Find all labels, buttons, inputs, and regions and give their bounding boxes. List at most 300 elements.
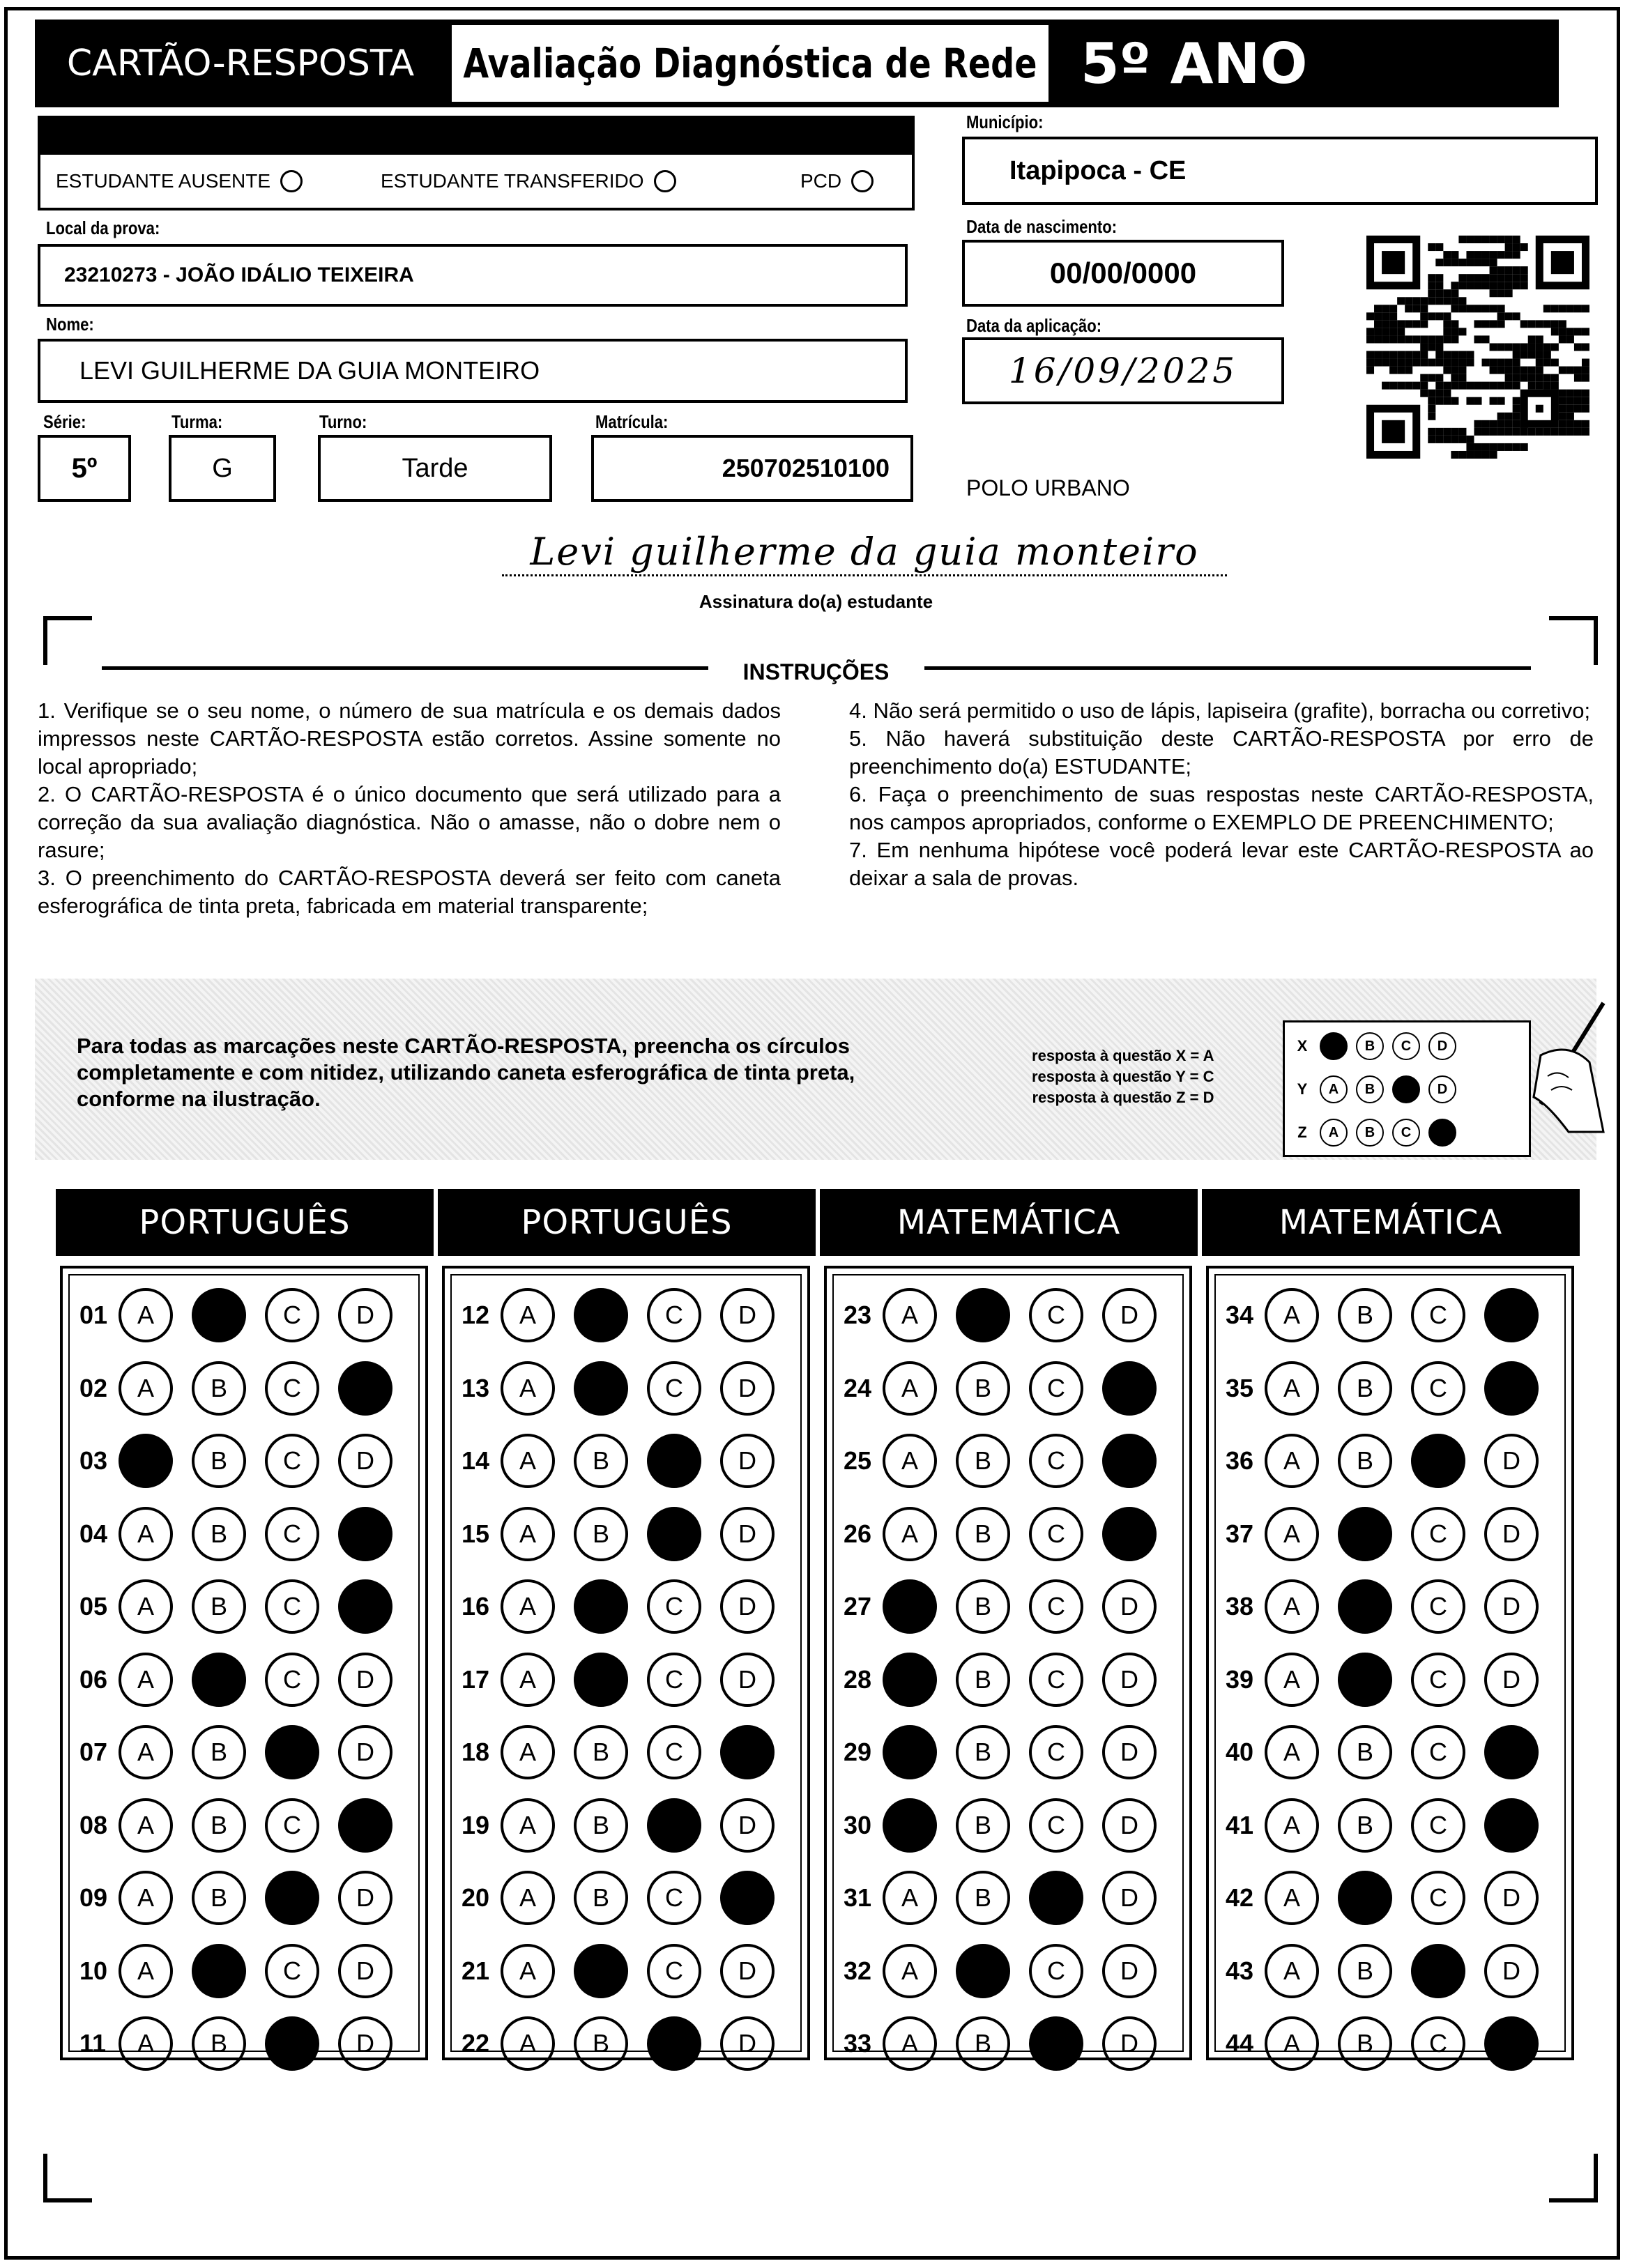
question-number: 09 bbox=[79, 1883, 108, 1912]
question-row bbox=[79, 2012, 411, 2075]
example-keys bbox=[1032, 1045, 1214, 1108]
question-row bbox=[1226, 1430, 1557, 1492]
question-row bbox=[844, 1284, 1175, 1347]
question-row bbox=[1226, 1575, 1557, 1638]
answer-bubble[interactable]: C bbox=[647, 1288, 701, 1342]
answer-bubble[interactable]: D bbox=[1484, 1434, 1539, 1488]
answer-bubble[interactable]: C bbox=[647, 1653, 701, 1707]
answer-bubble-filled[interactable] bbox=[338, 1361, 392, 1416]
aplicacao-field bbox=[962, 337, 1284, 404]
answer-grid bbox=[832, 1274, 1184, 2058]
turma-value: G bbox=[212, 453, 233, 483]
answer-bubble[interactable]: C bbox=[265, 1507, 319, 1561]
answer-bubble[interactable]: B bbox=[574, 1798, 628, 1853]
example-row-label: X bbox=[1297, 1037, 1308, 1055]
answer-bubble[interactable]: D bbox=[720, 1507, 775, 1561]
answer-bubble[interactable]: D bbox=[720, 1653, 775, 1707]
answer-bubble[interactable]: B bbox=[192, 1361, 246, 1416]
answer-bubble[interactable]: A bbox=[883, 1507, 937, 1561]
answer-bubble[interactable]: A bbox=[1265, 1871, 1319, 1925]
answer-bubble[interactable]: C bbox=[1029, 1653, 1083, 1707]
answer-bubble[interactable]: A bbox=[883, 1361, 937, 1416]
answer-bubble[interactable]: C bbox=[1411, 1798, 1465, 1853]
question-number: 32 bbox=[844, 1956, 872, 1985]
question-number: 26 bbox=[844, 1519, 872, 1548]
question-number: 01 bbox=[79, 1301, 108, 1329]
question-row bbox=[462, 1721, 793, 1784]
question-row bbox=[844, 1940, 1175, 2002]
absent-circle[interactable] bbox=[280, 170, 303, 192]
answer-bubble-filled[interactable] bbox=[574, 1944, 628, 1998]
question-number: 03 bbox=[79, 1446, 108, 1475]
question-row bbox=[462, 1357, 793, 1420]
nascimento-field bbox=[962, 240, 1284, 307]
answer-bubble[interactable]: A bbox=[883, 1944, 937, 1998]
answer-bubble[interactable]: D bbox=[720, 1579, 775, 1634]
matricula-value: 250702510100 bbox=[722, 454, 890, 482]
question-row bbox=[79, 1794, 411, 1857]
answer-bubble[interactable]: C bbox=[1029, 1507, 1083, 1561]
absent-label: ESTUDANTE AUSENTE bbox=[56, 170, 271, 192]
turma-label: Turma: bbox=[171, 411, 223, 432]
answer-bubble-filled[interactable] bbox=[1338, 1507, 1392, 1561]
serie-field bbox=[38, 435, 131, 502]
answer-bubble[interactable]: D bbox=[338, 1288, 392, 1342]
instruction-item: 4. Não será permitido o uso de lápis, lapiseira (grafite), borracha ou corretivo; bbox=[849, 698, 1591, 723]
answer-bubble[interactable]: B bbox=[192, 1798, 246, 1853]
pcd-option[interactable] bbox=[800, 170, 874, 192]
answer-bubble[interactable]: A bbox=[119, 1798, 173, 1853]
signature-caption: Assinatura do(a) estudante bbox=[699, 591, 933, 612]
answer-bubble[interactable]: C bbox=[1029, 1798, 1083, 1853]
answer-bubble[interactable]: D bbox=[1484, 1507, 1539, 1561]
answer-bubble-filled[interactable] bbox=[956, 1944, 1010, 1998]
name-field bbox=[38, 339, 908, 403]
answer-bubble-filled[interactable] bbox=[192, 1288, 246, 1342]
answer-bubble[interactable]: B bbox=[574, 1434, 628, 1488]
question-number: 40 bbox=[1226, 1738, 1254, 1766]
question-number: 42 bbox=[1226, 1883, 1254, 1912]
answer-bubble[interactable]: A bbox=[119, 1579, 173, 1634]
answer-bubble-filled[interactable] bbox=[1102, 1361, 1157, 1416]
answer-bubble[interactable]: A bbox=[119, 1653, 173, 1707]
question-row bbox=[844, 1721, 1175, 1784]
turno-label: Turno: bbox=[319, 411, 367, 432]
sheet-title: CARTÃO-RESPOSTA bbox=[66, 43, 415, 84]
answer-bubble[interactable]: C bbox=[1411, 1507, 1465, 1561]
instruction-item: 3. O preenchimento do CARTÃO-RESPOSTA deverá ser feito com caneta esferográfica de tinta preta, fabricada em material transparente; bbox=[38, 866, 781, 918]
section-title: MATEMÁTICA bbox=[820, 1189, 1198, 1256]
answer-bubble[interactable]: B bbox=[192, 2016, 246, 2071]
answer-bubble[interactable]: D bbox=[1102, 1579, 1157, 1634]
answer-bubble[interactable]: B bbox=[574, 1507, 628, 1561]
absent-option[interactable] bbox=[56, 170, 303, 192]
answer-bubble[interactable]: A bbox=[1265, 1288, 1319, 1342]
question-number: 06 bbox=[79, 1664, 108, 1694]
answer-bubble[interactable]: D bbox=[338, 1944, 392, 1998]
answer-bubble-filled[interactable] bbox=[1029, 1871, 1083, 1925]
answer-bubble[interactable]: D bbox=[1102, 1725, 1157, 1779]
question-number: 04 bbox=[79, 1519, 108, 1548]
question-row bbox=[1226, 1648, 1557, 1711]
answer-bubble[interactable]: A bbox=[501, 1944, 555, 1998]
example-bubble: B bbox=[1356, 1119, 1384, 1147]
answer-bubble-filled[interactable] bbox=[265, 2016, 319, 2071]
example-text: Para todas as marcações neste CARTÃO-RESPOSTA, preencha os círculos completamente e com nitidez, utilizando caneta esferográfica de tinta preta, conforme na ilustração. bbox=[77, 1034, 855, 1111]
example-bubble: B bbox=[1356, 1032, 1384, 1060]
question-number: 41 bbox=[1226, 1810, 1254, 1839]
answer-bubble[interactable]: D bbox=[338, 1871, 392, 1925]
answer-bubble[interactable]: C bbox=[265, 1361, 319, 1416]
example-bubble: C bbox=[1392, 1119, 1420, 1147]
example-grid bbox=[1283, 1020, 1531, 1157]
answer-bubble-filled[interactable] bbox=[647, 2016, 701, 2071]
answer-bubble[interactable]: D bbox=[338, 1725, 392, 1779]
answer-bubble[interactable]: D bbox=[1484, 1653, 1539, 1707]
answer-bubble[interactable]: D bbox=[1102, 1871, 1157, 1925]
answer-bubble[interactable]: C bbox=[647, 1361, 701, 1416]
question-number: 19 bbox=[462, 1810, 490, 1839]
answer-bubble-filled[interactable] bbox=[265, 1871, 319, 1925]
answer-bubble[interactable]: B bbox=[1338, 1288, 1392, 1342]
answer-bubble[interactable]: D bbox=[720, 1798, 775, 1853]
answer-bubble[interactable]: B bbox=[1338, 1361, 1392, 1416]
turno-value: Tarde bbox=[402, 453, 468, 483]
answer-bubble-filled[interactable] bbox=[338, 1798, 392, 1853]
answer-bubble[interactable]: B bbox=[192, 1507, 246, 1561]
answer-bubble[interactable]: A bbox=[1265, 1579, 1319, 1634]
answer-bubble[interactable]: B bbox=[1338, 1725, 1392, 1779]
answer-bubble[interactable]: A bbox=[501, 1507, 555, 1561]
answer-bubble[interactable]: A bbox=[501, 1871, 555, 1925]
section-title: PORTUGUÊS bbox=[56, 1189, 434, 1256]
corner-mark bbox=[1549, 616, 1598, 665]
instruction-item: 6. Faça o preenchimento de suas respostas neste CARTÃO-RESPOSTA, nos campos apropriados, conforme o EXEMPLO DE PREENCHIMENTO; bbox=[849, 782, 1594, 834]
pcd-circle[interactable] bbox=[851, 170, 874, 192]
answer-bubble[interactable]: D bbox=[1102, 1944, 1157, 1998]
answer-bubble[interactable]: C bbox=[1411, 1579, 1465, 1634]
answer-bubble[interactable]: B bbox=[956, 1579, 1010, 1634]
answer-bubble[interactable]: C bbox=[1411, 1725, 1465, 1779]
question-row bbox=[462, 1575, 793, 1638]
question-row bbox=[1226, 1503, 1557, 1565]
example-row bbox=[1285, 1112, 1529, 1154]
answer-bubble[interactable]: D bbox=[720, 2016, 775, 2071]
answer-section bbox=[824, 1266, 1192, 2060]
answer-bubble[interactable]: A bbox=[1265, 1944, 1319, 1998]
answer-bubble[interactable]: C bbox=[1411, 1361, 1465, 1416]
answer-bubble-filled[interactable] bbox=[1102, 1507, 1157, 1561]
answer-bubble-filled[interactable] bbox=[883, 1725, 937, 1779]
answer-bubble-filled[interactable] bbox=[647, 1798, 701, 1853]
status-options bbox=[38, 155, 915, 210]
grade-year: 5º ANO bbox=[1081, 31, 1308, 96]
answer-bubble[interactable]: A bbox=[883, 1434, 937, 1488]
answer-bubble-filled[interactable] bbox=[1102, 1434, 1157, 1488]
signature: Levi guilherme da guia monteiro bbox=[530, 530, 1199, 574]
answer-bubble[interactable]: A bbox=[1265, 1798, 1319, 1853]
answer-bubble[interactable]: B bbox=[956, 1434, 1010, 1488]
answer-bubble[interactable]: B bbox=[956, 1361, 1010, 1416]
answer-bubble[interactable]: A bbox=[119, 1944, 173, 1998]
question-row bbox=[462, 1503, 793, 1565]
answer-bubble[interactable]: D bbox=[720, 1944, 775, 1998]
answer-bubble-filled[interactable] bbox=[192, 1653, 246, 1707]
answer-bubble[interactable]: B bbox=[1338, 1798, 1392, 1853]
answer-bubble[interactable]: C bbox=[1411, 1653, 1465, 1707]
question-row bbox=[79, 1648, 411, 1711]
answer-bubble[interactable]: C bbox=[265, 1653, 319, 1707]
question-number: 44 bbox=[1226, 2029, 1254, 2058]
answer-bubble-filled[interactable] bbox=[574, 1288, 628, 1342]
answer-bubble[interactable]: C bbox=[647, 1944, 701, 1998]
answer-bubble-filled[interactable] bbox=[192, 1944, 246, 1998]
answer-bubble-filled[interactable] bbox=[1484, 2016, 1539, 2071]
answer-bubble[interactable]: C bbox=[1029, 1579, 1083, 1634]
answer-bubble-filled[interactable] bbox=[574, 1361, 628, 1416]
municipio-field bbox=[962, 137, 1598, 205]
answer-bubble[interactable]: A bbox=[501, 1725, 555, 1779]
transferred-option[interactable] bbox=[381, 170, 676, 192]
example-bubble: A bbox=[1320, 1075, 1348, 1103]
answer-bubble[interactable]: C bbox=[1029, 1361, 1083, 1416]
answer-bubble-filled[interactable] bbox=[1484, 1361, 1539, 1416]
answer-bubble[interactable]: C bbox=[1411, 1871, 1465, 1925]
answer-bubble-filled[interactable] bbox=[1484, 1798, 1539, 1853]
question-number: 30 bbox=[844, 1810, 872, 1839]
question-row bbox=[844, 1503, 1175, 1565]
answer-bubble[interactable]: C bbox=[647, 1725, 701, 1779]
answer-bubble-filled[interactable] bbox=[1484, 1725, 1539, 1779]
answer-grid bbox=[1214, 1274, 1566, 2058]
example-row bbox=[1285, 1025, 1529, 1067]
answer-bubble[interactable]: B bbox=[574, 2016, 628, 2071]
answer-bubble[interactable]: C bbox=[1411, 2016, 1465, 2071]
answer-bubble-filled[interactable] bbox=[883, 1798, 937, 1853]
example-bubble bbox=[1320, 1032, 1348, 1060]
answer-bubble[interactable]: D bbox=[338, 2016, 392, 2071]
answer-bubble[interactable]: B bbox=[574, 1871, 628, 1925]
answer-bubble[interactable]: A bbox=[501, 1434, 555, 1488]
example-row-label: Y bbox=[1297, 1080, 1308, 1098]
example-key: resposta à questão Z = D bbox=[1032, 1089, 1214, 1106]
answer-bubble[interactable]: D bbox=[720, 1434, 775, 1488]
section-title: MATEMÁTICA bbox=[1202, 1189, 1580, 1256]
answer-bubble[interactable]: D bbox=[720, 1288, 775, 1342]
question-number: 12 bbox=[462, 1301, 490, 1329]
answer-bubble-filled[interactable] bbox=[647, 1507, 701, 1561]
answer-bubble[interactable]: A bbox=[119, 1288, 173, 1342]
answer-bubble[interactable]: C bbox=[1029, 1288, 1083, 1342]
answer-bubble-filled[interactable] bbox=[574, 1653, 628, 1707]
question-number: 34 bbox=[1226, 1301, 1254, 1329]
status-bar bbox=[38, 116, 915, 155]
question-row bbox=[844, 1575, 1175, 1638]
matricula-field bbox=[591, 435, 913, 502]
header-bar bbox=[35, 20, 1559, 107]
serie-value: 5º bbox=[71, 452, 98, 484]
transferred-circle[interactable] bbox=[654, 170, 676, 192]
answer-bubble[interactable]: A bbox=[119, 1507, 173, 1561]
instruction-item: 1. Verifique se o seu nome, o número de sua matrícula e os demais dados impressos neste CARTÃO-RESPOSTA estão corretos. Assine somente no local apropriado; bbox=[38, 698, 781, 779]
question-row bbox=[79, 1430, 411, 1492]
question-number: 07 bbox=[79, 1738, 108, 1766]
answer-bubble-filled[interactable] bbox=[883, 1579, 937, 1634]
transferred-label: ESTUDANTE TRANSFERIDO bbox=[381, 170, 644, 192]
example-bubble bbox=[1392, 1075, 1420, 1103]
municipio-value: Itapipoca - CE bbox=[1009, 155, 1187, 185]
answer-bubble[interactable]: B bbox=[956, 1798, 1010, 1853]
question-row bbox=[844, 2012, 1175, 2075]
answer-bubble-filled[interactable] bbox=[338, 1579, 392, 1634]
question-number: 22 bbox=[462, 2029, 490, 2058]
answer-bubble[interactable]: D bbox=[1102, 1653, 1157, 1707]
instructions-left bbox=[38, 697, 781, 920]
instruction-item: 2. O CARTÃO-RESPOSTA é o único documento que será utilizado para a correção da sua avaliação diagnóstica. Não o amasse, não o dobre nem o rasure; bbox=[38, 782, 781, 862]
answer-bubble[interactable]: A bbox=[501, 1288, 555, 1342]
answer-bubble[interactable]: D bbox=[338, 1434, 392, 1488]
answer-bubble-filled[interactable] bbox=[883, 1653, 937, 1707]
answer-bubble[interactable]: C bbox=[265, 1944, 319, 1998]
answer-bubble-filled[interactable] bbox=[956, 1288, 1010, 1342]
question-row bbox=[462, 1794, 793, 1857]
answer-bubble[interactable]: A bbox=[1265, 1725, 1319, 1779]
answer-bubble[interactable]: C bbox=[647, 1579, 701, 1634]
question-number: 37 bbox=[1226, 1519, 1254, 1548]
answer-bubble[interactable]: A bbox=[501, 1653, 555, 1707]
question-number: 27 bbox=[844, 1592, 872, 1620]
aplicacao-label: Data da aplicação: bbox=[966, 315, 1102, 336]
answer-bubble[interactable]: B bbox=[956, 1725, 1010, 1779]
answer-bubble[interactable]: D bbox=[1102, 1798, 1157, 1853]
answer-bubble[interactable]: C bbox=[265, 1288, 319, 1342]
question-row bbox=[79, 1721, 411, 1784]
answer-bubble[interactable]: B bbox=[1338, 1944, 1392, 1998]
aplicacao-value: 16/09/2025 bbox=[1008, 351, 1238, 391]
answer-bubble[interactable]: A bbox=[119, 1871, 173, 1925]
answer-bubble[interactable]: B bbox=[574, 1725, 628, 1779]
answer-section bbox=[442, 1266, 810, 2060]
answer-bubble-filled[interactable] bbox=[1411, 1434, 1465, 1488]
answer-bubble[interactable]: B bbox=[956, 1871, 1010, 1925]
question-row bbox=[79, 1503, 411, 1565]
question-row bbox=[1226, 1357, 1557, 1420]
answer-bubble[interactable]: B bbox=[1338, 1434, 1392, 1488]
instruction-item: 5. Não haverá substituição deste CARTÃO-RESPOSTA por erro de preenchimento do(a) ESTUDANTE; bbox=[849, 726, 1594, 779]
example-bubble: B bbox=[1356, 1075, 1384, 1103]
answer-bubble[interactable]: B bbox=[956, 1507, 1010, 1561]
answer-bubble[interactable]: A bbox=[119, 1361, 173, 1416]
answer-bubble-filled[interactable] bbox=[1338, 1579, 1392, 1634]
question-number: 18 bbox=[462, 1738, 490, 1766]
answer-bubble-filled[interactable] bbox=[1338, 1871, 1392, 1925]
answer-bubble[interactable]: B bbox=[192, 1725, 246, 1779]
answer-bubble[interactable]: D bbox=[338, 1653, 392, 1707]
answer-bubble-filled[interactable] bbox=[1029, 2016, 1083, 2071]
answer-bubble[interactable]: D bbox=[1102, 1288, 1157, 1342]
turma-field bbox=[169, 435, 276, 502]
question-number: 02 bbox=[79, 1373, 108, 1402]
answer-bubble-filled[interactable] bbox=[265, 1725, 319, 1779]
question-number: 23 bbox=[844, 1301, 872, 1329]
answer-grid bbox=[450, 1274, 802, 2058]
question-row bbox=[1226, 1940, 1557, 2002]
example-key: resposta à questão Y = C bbox=[1032, 1068, 1214, 1085]
answer-bubble[interactable]: B bbox=[956, 2016, 1010, 2071]
answer-bubble[interactable]: C bbox=[265, 1434, 319, 1488]
answer-bubble-filled[interactable] bbox=[338, 1507, 392, 1561]
answer-bubble[interactable]: B bbox=[192, 1579, 246, 1634]
example-key: resposta à questão X = A bbox=[1032, 1047, 1214, 1064]
answer-bubble[interactable]: B bbox=[1338, 2016, 1392, 2071]
question-number: 29 bbox=[844, 1738, 872, 1766]
example-bubble: A bbox=[1320, 1119, 1348, 1147]
answer-bubble[interactable]: C bbox=[1029, 1725, 1083, 1779]
answer-bubble[interactable]: D bbox=[720, 1361, 775, 1416]
answer-bubble[interactable]: B bbox=[956, 1653, 1010, 1707]
answer-bubble-filled[interactable] bbox=[647, 1434, 701, 1488]
answer-bubble[interactable]: A bbox=[883, 1871, 937, 1925]
nascimento-value: 00/00/0000 bbox=[1049, 256, 1197, 289]
question-number: 13 bbox=[462, 1373, 490, 1402]
answer-bubble[interactable]: D bbox=[1484, 1871, 1539, 1925]
question-row bbox=[844, 1867, 1175, 1929]
answer-bubble[interactable]: C bbox=[1411, 1288, 1465, 1342]
answer-bubble-filled[interactable] bbox=[1338, 1653, 1392, 1707]
answer-grid bbox=[68, 1274, 420, 2058]
answer-bubble[interactable]: D bbox=[1484, 1579, 1539, 1634]
answer-bubble[interactable]: C bbox=[647, 1871, 701, 1925]
answer-bubble-filled[interactable] bbox=[720, 1725, 775, 1779]
answer-bubble[interactable]: A bbox=[501, 2016, 555, 2071]
answer-bubble[interactable]: A bbox=[501, 1798, 555, 1853]
answer-bubble[interactable]: A bbox=[883, 1288, 937, 1342]
question-number: 15 bbox=[462, 1519, 490, 1548]
answer-bubble[interactable]: C bbox=[265, 1798, 319, 1853]
question-number: 28 bbox=[844, 1664, 872, 1694]
answer-bubble-filled[interactable] bbox=[1484, 1288, 1539, 1342]
nascimento-label: Data de nascimento: bbox=[966, 216, 1118, 237]
answer-bubble[interactable]: A bbox=[501, 1579, 555, 1634]
answer-bubble[interactable]: D bbox=[1484, 1944, 1539, 1998]
answer-bubble[interactable]: A bbox=[1265, 1361, 1319, 1416]
answer-bubble[interactable]: A bbox=[883, 2016, 937, 2071]
answer-bubble[interactable]: A bbox=[1265, 2016, 1319, 2071]
answer-bubble[interactable]: C bbox=[265, 1579, 319, 1634]
answer-bubble-filled[interactable] bbox=[1411, 1944, 1465, 1998]
answer-bubble[interactable]: B bbox=[192, 1871, 246, 1925]
answer-bubble[interactable]: A bbox=[1265, 1434, 1319, 1488]
answer-bubble[interactable]: A bbox=[119, 2016, 173, 2071]
answer-bubble[interactable]: C bbox=[1029, 1944, 1083, 1998]
answer-bubble[interactable]: B bbox=[192, 1434, 246, 1488]
answer-bubble[interactable]: A bbox=[1265, 1507, 1319, 1561]
question-number: 24 bbox=[844, 1373, 872, 1402]
answer-bubble[interactable]: A bbox=[1265, 1653, 1319, 1707]
answer-bubble[interactable]: C bbox=[1029, 1434, 1083, 1488]
answer-bubble[interactable]: A bbox=[119, 1725, 173, 1779]
question-row bbox=[462, 2012, 793, 2075]
municipio-label: Município: bbox=[966, 112, 1044, 132]
question-row bbox=[462, 1430, 793, 1492]
answer-bubble[interactable]: A bbox=[501, 1361, 555, 1416]
answer-bubble[interactable]: D bbox=[1102, 2016, 1157, 2071]
question-row bbox=[844, 1430, 1175, 1492]
answer-bubble-filled[interactable] bbox=[720, 1871, 775, 1925]
answer-bubble-filled[interactable] bbox=[119, 1434, 173, 1488]
signature-area bbox=[488, 530, 1241, 576]
answer-bubble-filled[interactable] bbox=[574, 1579, 628, 1634]
